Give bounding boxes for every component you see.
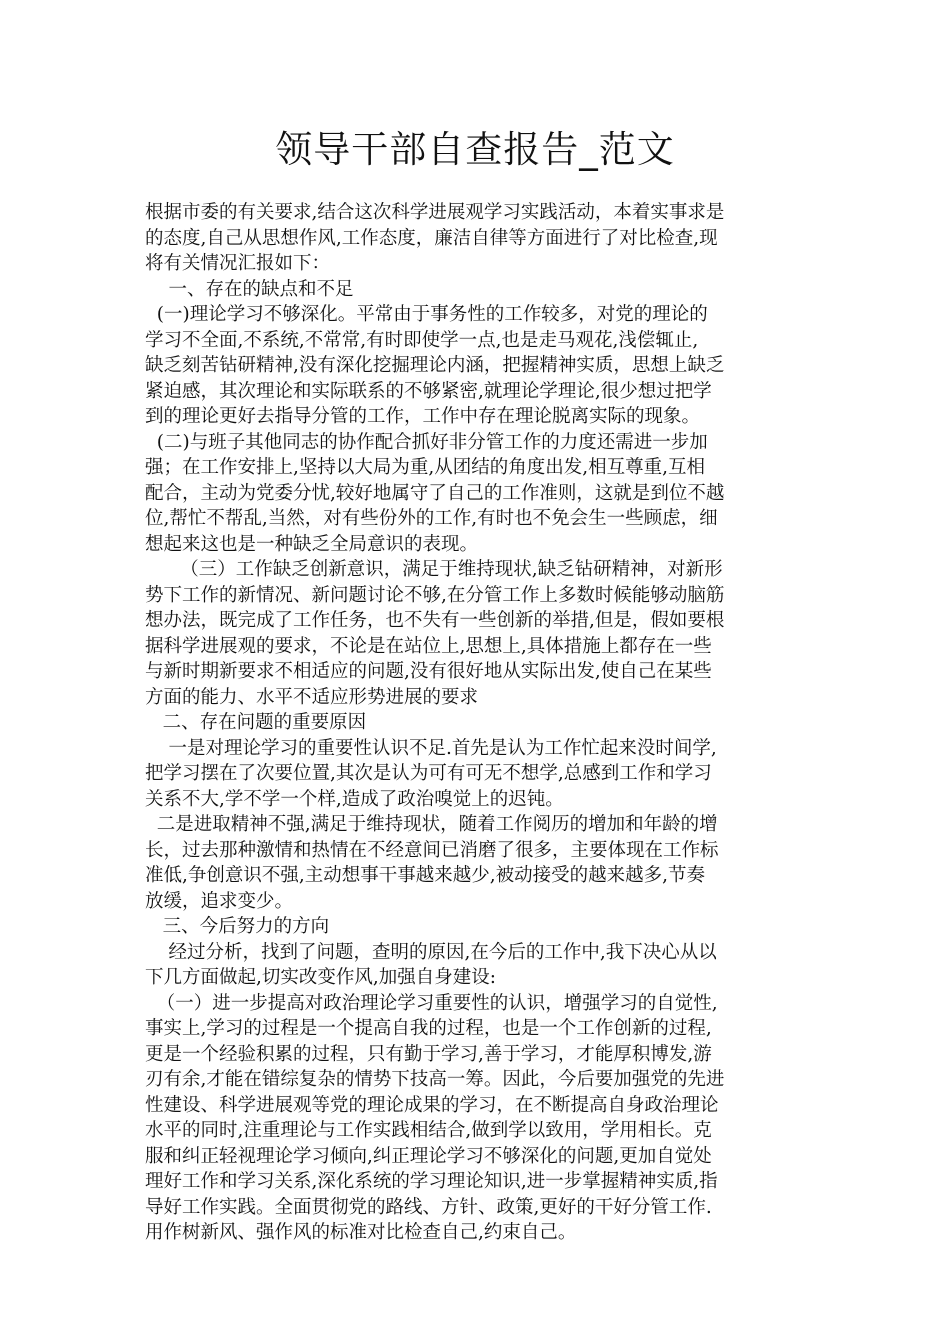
text-line: 缺乏刻苦钻研精神,没有深化挖掘理论内涵，把握精神实质，思想上缺乏 [145, 355, 725, 376]
text-line: 把学习摆在了次要位置,其次是认为可有可无不想学,总感到工作和学习 [145, 763, 712, 784]
text-line: 学习不全面,不系统,不常常,有时即使学一点,也是走马观花,浅偿辄止, [145, 329, 699, 351]
text-line: 刃有余,才能在错综复杂的情势下技高一筹。因此，今后要加强党的先进 [145, 1069, 725, 1090]
text-line: （一）进一步提高对政治理论学习重要性的认识，增强学习的自觉性, [145, 992, 718, 1014]
text-line: 的态度,自己从思想作风,工作态度，廉洁自律等方面进行了对比检查,现 [145, 227, 718, 249]
text-line: (一)理论学习不够深化。平常由于事务性的工作较多，对党的理论的 [145, 304, 708, 325]
text-line: 到的理论更好去指导分管的工作，工作中存在理论脱离实际的现象。 [145, 406, 701, 427]
text-line: 将有关情况汇报如下： [145, 253, 331, 274]
text-line: 想起来这也是一种缺乏全局意识的表现。 [145, 533, 479, 555]
text-line: 更是一个经验积累的过程，只有勤于学习,善于学习，才能厚积博发,游 [145, 1043, 712, 1065]
text-line: 一是对理论学习的重要性认识不足.首先是认为工作忙起来没时间学, [145, 737, 717, 759]
text-line: 经过分析，找到了问题，查明的原因,在今后的工作中,我下决心从以 [145, 941, 717, 963]
text-line: 准低,争创意识不强,主动想事干事越来越少,被动接受的越来越多,节奏 [145, 865, 706, 886]
text-line: 三、今后努力的方向 [145, 916, 330, 937]
text-line: 用作树新风、强作风的标准对比检查自己,约束自己。 [145, 1222, 577, 1243]
text-line: 事实上,学习的过程是一个提高自我的过程，也是一个工作创新的过程, [145, 1018, 712, 1039]
text-line: 水平的同时,注重理论与工作实践相结合,做到学以致用，学用相长。克 [145, 1120, 712, 1141]
text-line: 强；在工作安排上,坚持以大局为重,从团结的角度出发,相互尊重,互相 [145, 457, 706, 478]
text-line: 关系不大,学不学一个样,造成了政治嗅觉上的迟钝。 [145, 788, 564, 810]
text-line: 服和纠正轻视理论学习倾向,纠正理论学习不够深化的问题,更加自觉处 [145, 1145, 712, 1167]
text-line: 配合，主动为党委分忧,较好地属守了自己的工作准则，这就是到位不越 [145, 482, 725, 504]
text-line: 想办法，既完成了工作任务，也不失有一些创新的举措,但是，假如要根 [145, 610, 725, 631]
text-line: 根据市委的有关要求,结合这次科学进展观学习实践活动，本着实事求是 [145, 202, 725, 223]
text-line: 性建设、科学进展观等党的理论成果的学习，在不断提高自身政治理论 [145, 1094, 719, 1116]
text-line: 位,帮忙不帮乱,当然，对有些份外的工作,有时也不免会生一些顾虑，细 [145, 508, 718, 529]
text-line: 方面的能力、水平不适应形势进展的要求 [145, 686, 479, 708]
document-title: 领导干部自查报告_范文 [275, 128, 675, 171]
text-line: 一、存在的缺点和不足 [145, 278, 354, 300]
document-body [145, 200, 815, 1246]
text-line: 理好工作和学习关系,深化系统的学习理论知识,进一步掌握精神实质,指 [145, 1171, 718, 1192]
text-line: 与新时期新要求不相适应的问题,没有很好地从实际出发,使自己在某些 [145, 661, 712, 682]
text-line: 放缓，追求变少。 [145, 890, 294, 912]
text-line: 据科学进展观的要求，不论是在站位上,思想上,具体措施上都存在一些 [145, 635, 712, 657]
text-line: （三）工作缺乏创新意识，满足于维持现状,缺乏钻研精神，对新形 [145, 559, 723, 580]
text-line: 导好工作实践。全面贯彻党的路线、方针、政策,更好的干好分管工作. [145, 1196, 712, 1218]
text-line: 紧迫感，其次理论和实际联系的不够紧密,就理论学理论,很少想过把学 [145, 380, 712, 402]
text-line: 长，过去那种激情和热情在不经意间已消磨了很多，主要体现在工作标 [145, 839, 719, 861]
text-line: (二)与班子其他同志的协作配合抓好非分管工作的力度还需进一步加 [145, 431, 708, 453]
text-line: 二是进取精神不强,满足于维持现状，随着工作阅历的增加和年龄的增 [145, 814, 718, 835]
text-line: 下几方面做起,切实改变作风,加强自身建设: [145, 967, 496, 988]
text-line: 二、存在问题的重要原因 [145, 712, 367, 733]
text-line: 势下工作的新情况、新问题讨论不够,在分管工作上多数时候能够动脑筋 [145, 584, 725, 606]
